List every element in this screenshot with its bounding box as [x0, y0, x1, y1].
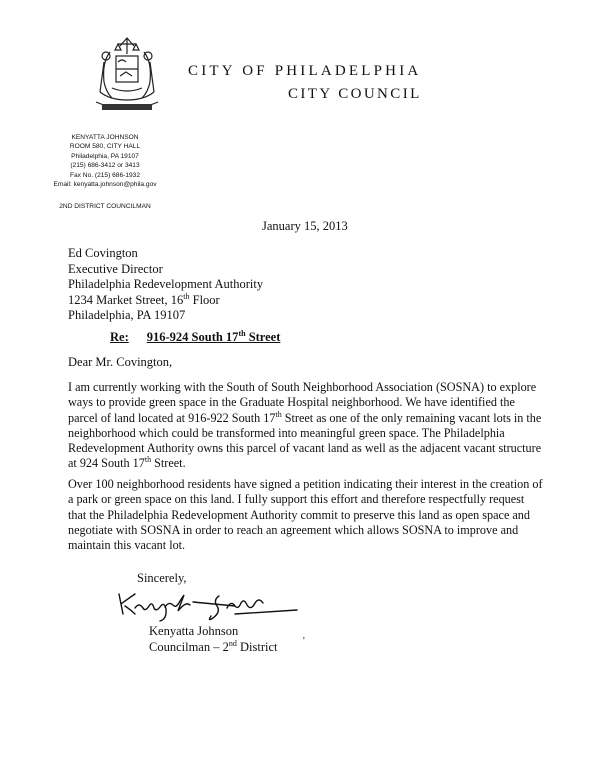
recipient-city: Philadelphia, PA 19107: [68, 308, 186, 322]
sender-city: Philadelphia, PA 19107: [71, 152, 139, 160]
sender-fax: Fax No. (215) 686-1932: [69, 171, 140, 179]
letterhead-title: CITY OF PHILADELPHIA: [188, 63, 422, 79]
letter-date: January 15, 2013: [262, 219, 348, 233]
closing-name: Kenyatta Johnson: [149, 624, 239, 638]
signature-icon: [115, 588, 300, 622]
sender-email: Email: kenyatta.johnson@phila.gov: [53, 181, 157, 189]
recipient-street: 1234 Market Street, 16th Floor: [68, 291, 220, 307]
recipient-org: Philadelphia Redevelopment Authority: [68, 277, 264, 291]
sender-block: [30, 133, 180, 189]
closing-word: Sincerely,: [137, 571, 187, 585]
body-paragraph-2: Over 100 neighborhood residents have signed a petition indicating their interest in the creation of a park or green space on this land. I fully support this effort and therefore respectfully request that the Philadelphia Redevelopment Authority commit to preserve this land as open space and negotiate with SOSNA in order to reach an agreement which allows SOSNA to improve and maintain this vacant lot.: [68, 477, 543, 553]
body-paragraph-1: I am currently working with the South of South Neighborhood Association (SOSNA) to explore ways to provide green space in the Graduate Hospital neighborhood. We have identified the parcel of land located at 916-922 South 17th Street as one of the only remaining vacant lots in the neighborhood which could be transformed into meaningful green space. The Philadelphia Redevelopment Authority owns this parcel of vacant land as well as the adjacent vacant structure at 924 South 17th Street.: [68, 380, 542, 471]
sender-name: KENYATTA JOHNSON: [71, 134, 139, 141]
sender-room: ROOM 580, CITY HALL: [69, 143, 141, 151]
stray-mark: ': [303, 636, 305, 647]
recipient-block: [68, 246, 263, 324]
recipient-name: Ed Covington: [68, 246, 138, 260]
letterhead-subtitle: CITY COUNCIL: [288, 86, 422, 102]
re-label: Re:: [110, 330, 129, 344]
salutation: Dear Mr. Covington,: [68, 355, 173, 369]
closing-title: Councilman – 2nd District: [149, 638, 278, 654]
district-label: 2ND DISTRICT COUNCILMAN: [59, 203, 151, 210]
sender-phone: (215) 686-3412 or 3413: [70, 162, 140, 170]
re-subject: 916-924 South 17th Street: [146, 328, 281, 344]
closing-block: [149, 623, 277, 655]
recipient-title: Executive Director: [68, 261, 163, 276]
re-line: [110, 330, 280, 345]
city-seal-icon: [82, 32, 172, 122]
